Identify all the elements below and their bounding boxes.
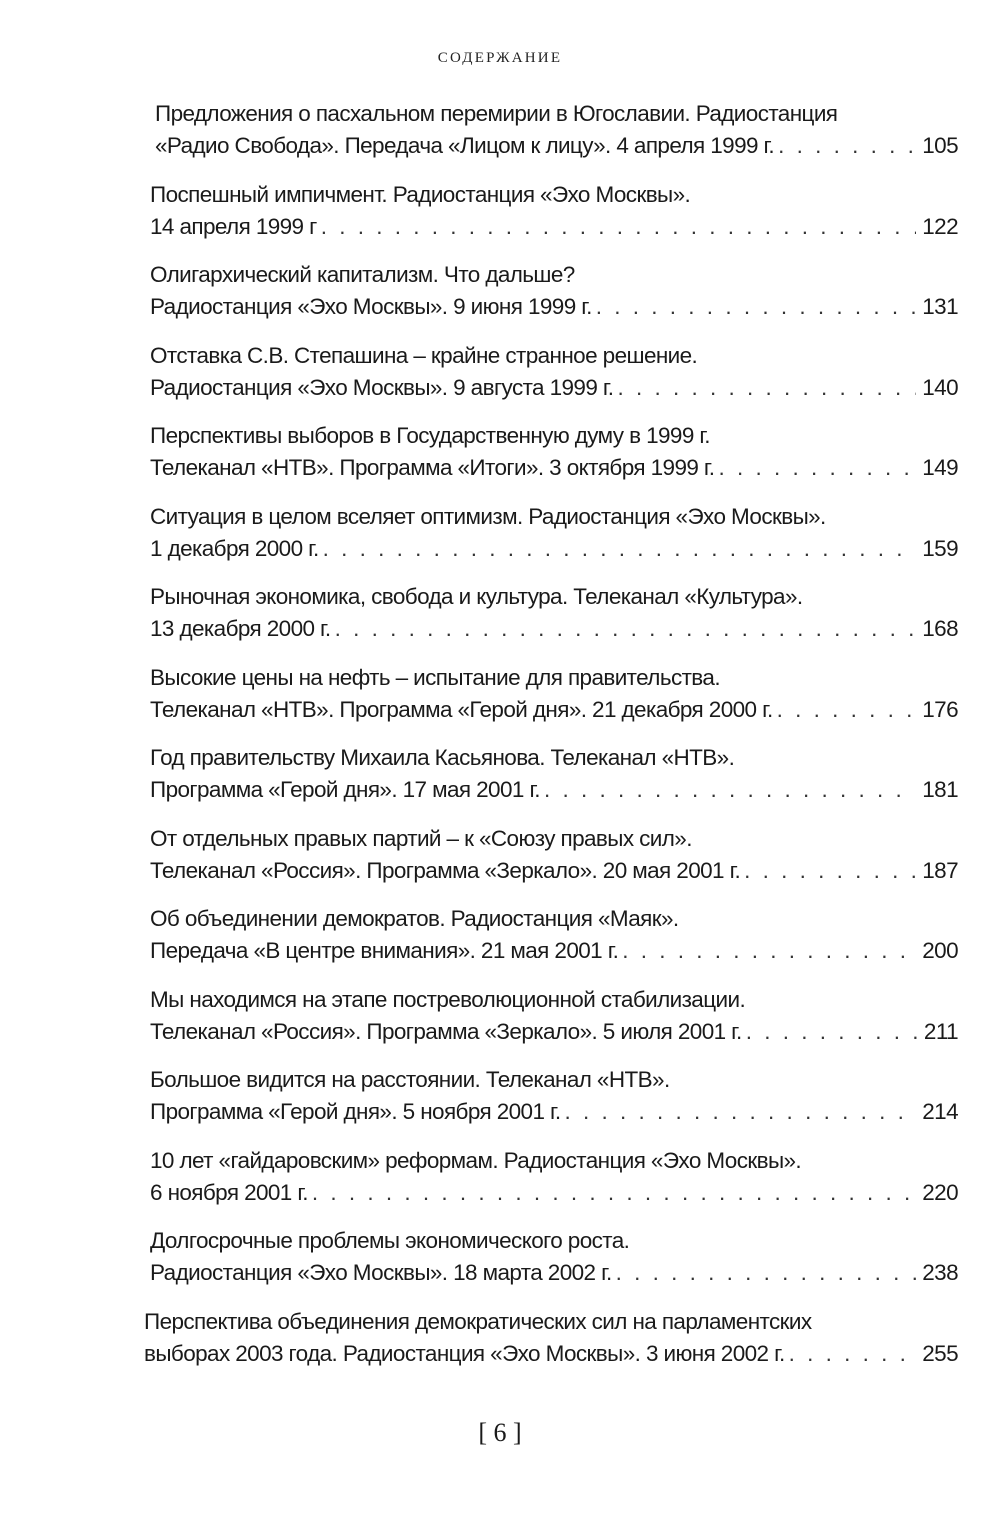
toc-entry-subtitle: Телеканал «НТВ». Программа «Итоги». 3 октября 1999 г.	[150, 455, 715, 480]
toc-page-number: 238	[922, 1260, 958, 1285]
dot-leader	[565, 1096, 917, 1128]
toc-page-number: 187	[922, 857, 958, 883]
dot-leader	[746, 1016, 918, 1048]
dot-leader	[744, 855, 916, 887]
toc-entry-subtitle: Радиостанция «Эхо Москвы». 9 августа 1999 г.	[150, 374, 614, 400]
dot-leader	[544, 774, 916, 806]
running-header: СОДЕРЖАНИЕ	[437, 50, 563, 66]
toc-entry	[150, 823, 958, 904]
toc-entry-title: Долгосрочные проблемы экономического роста.	[150, 1228, 630, 1253]
dot-leader	[778, 130, 916, 162]
toc-page-number: 255	[922, 1340, 958, 1366]
toc-page-number: 131	[922, 294, 958, 319]
toc-page-number: 211	[923, 1018, 958, 1044]
toc-page-number: 200	[922, 938, 958, 963]
toc-entry-title: От отдельных правых партий – к «Союзу правых сил».	[150, 825, 692, 851]
dot-leader	[335, 613, 917, 645]
dot-leader	[616, 1257, 917, 1289]
toc-page-number: 168	[922, 616, 958, 641]
toc-entry	[150, 581, 958, 662]
toc-entry-title: Мы находимся на этапе постреволюционной стабилизации.	[150, 986, 746, 1012]
toc-entry-title: Перспектива объединения демократических сил на парламентских	[144, 1308, 812, 1334]
toc-entry-subtitle: Телеканал «Россия». Программа «Зеркало». 20 мая 2001 г.	[150, 857, 741, 883]
toc-page-number: 220	[922, 1179, 958, 1205]
toc-entry-title: Рыночная экономика, свобода и культура. Телеканал «Культура».	[150, 584, 803, 609]
toc-entry-title: Отставка С.В. Степашина – крайне странное решение.	[150, 342, 698, 368]
toc-entry	[150, 1225, 958, 1306]
toc-page-number: 149	[922, 455, 958, 480]
toc-entry	[155, 98, 958, 179]
toc-entry-title: Год правительству Михаила Касьянова. Телеканал «НТВ».	[150, 745, 735, 770]
toc-entry-title: Олигархический капитализм. Что дальше?	[150, 262, 575, 287]
toc-entry-subtitle: Телеканал «НТВ». Программа «Герой дня». 21 декабря 2000 г.	[150, 696, 773, 722]
toc-page-number: 105	[922, 133, 958, 158]
toc-entry-subtitle: 13 декабря 2000 г.	[150, 616, 331, 641]
toc-entry-subtitle: 14 апреля 1999 г	[150, 213, 317, 239]
toc-entry-title: Поспешный импичмент. Радиостанция «Эхо Москвы».	[150, 181, 691, 207]
toc-entry	[150, 1145, 958, 1226]
toc-entry	[144, 1306, 958, 1387]
dot-leader	[789, 1338, 917, 1370]
toc-entry-subtitle: «Радио Свобода». Передача «Лицом к лицу». 4 апреля 1999 г.	[155, 133, 775, 158]
toc-entry-title: Перспективы выборов в Государственную думу в 1999 г.	[150, 423, 710, 448]
toc-entry-subtitle: 6 ноября 2001 г.	[150, 1179, 308, 1205]
toc-entry-subtitle: Передача «В центре внимания». 21 мая 2001 г.	[150, 938, 619, 963]
dot-leader	[617, 372, 916, 404]
toc-entry-subtitle: Телеканал «Россия». Программа «Зеркало». 5 июля 2001 г.	[150, 1018, 742, 1044]
toc-page-number: 181	[922, 777, 958, 802]
toc-entry-title: Предложения о пасхальном перемирии в Югославии. Радиостанция	[155, 101, 838, 126]
dot-leader	[622, 935, 916, 967]
toc-entry-subtitle: Радиостанция «Эхо Москвы». 9 июня 1999 г.	[150, 294, 592, 319]
toc-entry	[150, 179, 958, 260]
toc-page-number: 214	[922, 1099, 958, 1124]
toc-entry-title: Большое видится на расстоянии. Телеканал «НТВ».	[150, 1067, 670, 1092]
toc-page-number: 159	[922, 535, 958, 561]
toc-entry	[150, 903, 958, 984]
toc-entry	[150, 259, 958, 340]
toc-page-number: 140	[922, 374, 958, 400]
page-number-folio: [ 6 ]	[478, 1418, 522, 1447]
toc-entry-subtitle: Программа «Герой дня». 17 мая 2001 г.	[150, 777, 540, 802]
dot-leader	[312, 1177, 916, 1209]
toc-entry-subtitle: Радиостанция «Эхо Москвы». 18 марта 2002 г.	[150, 1260, 612, 1285]
toc-entry-subtitle: 1 декабря 2000 г.	[150, 535, 319, 561]
toc-entry-title: Высокие цены на нефть – испытание для правительства.	[150, 664, 720, 690]
toc-entry	[150, 984, 958, 1065]
toc-entry	[150, 501, 958, 582]
toc-entry	[150, 662, 958, 743]
toc-entry-subtitle: выборах 2003 года. Радиостанция «Эхо Москвы». 3 июня 2002 г.	[144, 1340, 785, 1366]
toc-entry	[150, 1064, 958, 1145]
toc-page-number: 122	[922, 213, 958, 239]
toc-entry-subtitle: Программа «Герой дня». 5 ноября 2001 г.	[150, 1099, 561, 1124]
dot-leader	[596, 291, 916, 323]
toc-entry-title: 10 лет «гайдаровским» реформам. Радиостанция «Эхо Москвы».	[150, 1147, 802, 1173]
toc-entry-title: Об объединении демократов. Радиостанция «Маяк».	[150, 906, 679, 931]
toc-entry	[150, 340, 958, 421]
toc-entry	[150, 742, 958, 823]
toc-entry-title: Ситуация в целом вселяет оптимизм. Радиостанция «Эхо Москвы».	[150, 503, 826, 529]
dot-leader	[718, 452, 916, 484]
dot-leader	[321, 211, 917, 243]
dot-leader	[777, 694, 917, 726]
dot-leader	[323, 533, 917, 565]
toc-entry	[150, 420, 958, 501]
toc-page-number: 176	[922, 696, 958, 722]
table-of-contents	[144, 98, 958, 1386]
